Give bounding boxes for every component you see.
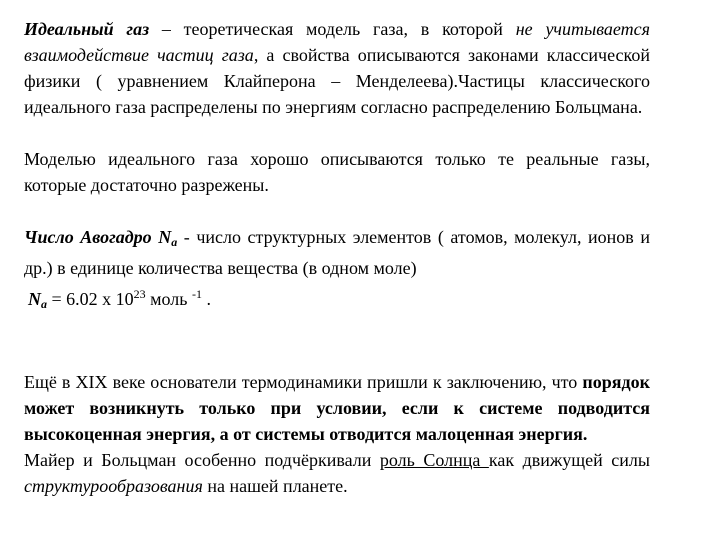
term-avogadro: Число Авогадро N	[24, 227, 172, 247]
formula-unit: моль	[145, 289, 193, 309]
spacer	[24, 317, 650, 369]
text-segment: , а свойства описываются законами классической физики ( уравнением Клайперона – Менделеева).Частицы классического идеального газа распределены по энергиям согласно распределению Больцмана.	[24, 45, 650, 117]
formula-end: .	[202, 289, 212, 309]
text-segment: - число структурных элементов ( атомов, молекул, ионов и др.) в единице количества вещества (в одном моле)	[24, 227, 650, 278]
paragraph-avogadro	[24, 224, 650, 281]
term-ideal-gas: Идеальный газ	[24, 19, 150, 39]
text-segment: на нашей планете.	[202, 476, 348, 496]
spacer	[24, 198, 650, 224]
text-segment: Моделью идеального газа хорошо описываются только те реальные газы, которые достаточно разрежены.	[24, 149, 650, 195]
italic-segment: структурообразования	[24, 476, 203, 496]
text-segment: Ещё в XIX веке основатели термодинамики пришли к заключению, что	[24, 372, 583, 392]
formula-symbol: N	[28, 289, 41, 309]
formula-unit-exponent: -1	[192, 287, 203, 301]
bold-segment: порядок может возникнуть только при условии, если к системе подводится высокоценная энергия, а от системы отводится малоценная энергия.	[24, 372, 650, 444]
formula-symbol-subscript: a	[41, 297, 47, 311]
paragraph-ideal-gas	[24, 16, 650, 120]
spacer	[24, 120, 650, 146]
paragraph-thermodynamics	[24, 369, 650, 447]
paragraph-real-gases	[24, 146, 650, 198]
formula-exponent: 23	[133, 287, 146, 301]
term-avogadro-subscript: a	[171, 235, 178, 249]
avogadro-formula	[24, 281, 650, 317]
formula-equals: = 6.02 x 10	[47, 289, 134, 309]
text-segment: Майер и Больцман особенно подчёркивали	[24, 450, 380, 470]
slide-content	[24, 16, 650, 499]
text-segment: как движущей силы	[488, 450, 650, 470]
text-segment: – теоретическая модель газа, в которой	[149, 19, 516, 39]
italic-segment: не учитывается взаимодействие частиц газа	[24, 19, 651, 65]
underlined-segment: роль Солнца	[379, 450, 489, 470]
paragraph-sun-role	[24, 447, 650, 499]
